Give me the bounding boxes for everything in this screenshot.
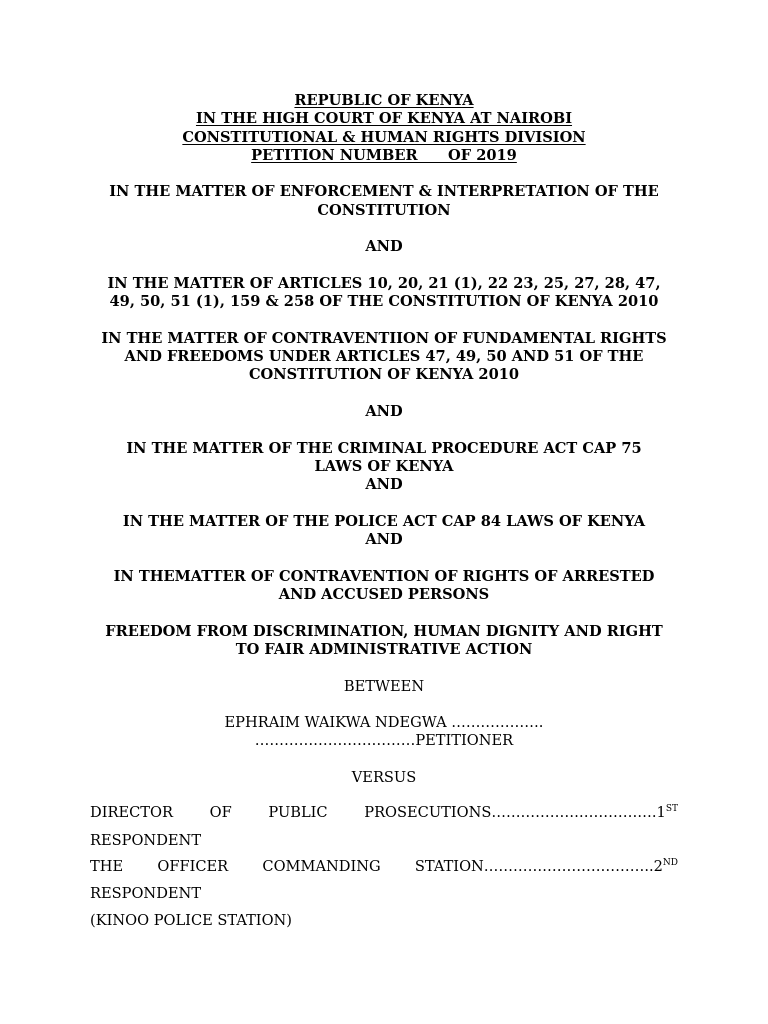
matter-police-act: IN THE MATTER OF THE POLICE ACT CAP 84 LAWS OF KENYA bbox=[122, 512, 646, 530]
second-respondent-label: RESPONDENT bbox=[90, 885, 202, 903]
matter-arrested-persons-line1: IN THEMATTER OF CONTRAVENTION OF RIGHTS OF ARRESTED bbox=[113, 567, 655, 585]
ordinal-suffix: ND bbox=[662, 857, 678, 868]
first-respondent-word: PUBLIC bbox=[268, 804, 328, 822]
matter-contravention-line3: CONSTITUTION OF KENYA 2010 bbox=[248, 366, 520, 384]
matter-contravention-line1: IN THE MATTER OF CONTRAVENTIION OF FUNDAMENTAL RIGHTS bbox=[101, 329, 667, 347]
heading-division: CONSTITUTIONAL & HUMAN RIGHTS DIVISION bbox=[182, 128, 586, 146]
petitioner-line2: ……………………………PETITIONER bbox=[254, 732, 514, 750]
second-respondent-designation: STATION……………………………..2ND bbox=[414, 857, 678, 875]
matter-freedom-line2: TO FAIR ADMINISTRATIVE ACTION bbox=[235, 640, 533, 658]
second-respondent-word: THE bbox=[90, 857, 124, 875]
first-respondent-label: RESPONDENT bbox=[90, 831, 202, 849]
matter-arrested-persons-line2: AND ACCUSED PERSONS bbox=[278, 586, 490, 604]
heading-court: IN THE HIGH COURT OF KENYA AT NAIROBI bbox=[195, 110, 573, 128]
and-separator: AND bbox=[365, 531, 403, 549]
ordinal-suffix: ST bbox=[665, 804, 678, 815]
matter-freedom-line1: FREEDOM FROM DISCRIMINATION, HUMAN DIGNITY AND RIGHT bbox=[105, 622, 663, 640]
matter-criminal-procedure-line1: IN THE MATTER OF THE CRIMINAL PROCEDURE ACT CAP 75 bbox=[126, 439, 642, 457]
petitioner-line1: EPHRAIM WAIKWA NDEGWA ………………. bbox=[224, 714, 544, 732]
heading-republic: REPUBLIC OF KENYA bbox=[294, 92, 474, 109]
second-respondent-word: COMMANDING bbox=[262, 857, 381, 875]
first-respondent-word: DIRECTOR bbox=[90, 804, 173, 822]
matter-enforcement-line2: CONSTITUTION bbox=[317, 201, 451, 219]
and-separator: AND bbox=[365, 238, 403, 256]
second-respondent-row bbox=[90, 858, 678, 876]
first-respondent-designation: PROSECUTIONS…………………………….1ST bbox=[364, 804, 678, 822]
petition-document bbox=[90, 92, 678, 931]
matter-criminal-procedure-line2: LAWS OF KENYA bbox=[314, 457, 454, 475]
and-separator: AND bbox=[365, 476, 403, 494]
second-respondent-word: OFFICER bbox=[157, 857, 229, 875]
matter-articles-line2: 49, 50, 51 (1), 159 & 258 OF THE CONSTITUTION OF KENYA 2010 bbox=[109, 293, 659, 311]
matter-contravention-line2: AND FREEDOMS UNDER ARTICLES 47, 49, 50 AND 51 OF THE bbox=[124, 348, 644, 366]
matter-enforcement-line1: IN THE MATTER OF ENFORCEMENT & INTERPRETATION OF THE bbox=[109, 183, 659, 201]
between-label: BETWEEN bbox=[343, 677, 425, 695]
versus-label: VERSUS bbox=[351, 768, 417, 786]
matter-articles-line1: IN THE MATTER OF ARTICLES 10, 20, 21 (1), 22 23, 25, 27, 28, 47, bbox=[107, 274, 661, 292]
heading-petition-number: PETITION NUMBER OF 2019 bbox=[251, 146, 517, 164]
second-respondent-station: (KINOO POLICE STATION) bbox=[90, 912, 292, 930]
first-respondent-word: OF bbox=[209, 804, 232, 822]
first-respondent-row bbox=[90, 804, 678, 822]
and-separator: AND bbox=[365, 403, 403, 421]
